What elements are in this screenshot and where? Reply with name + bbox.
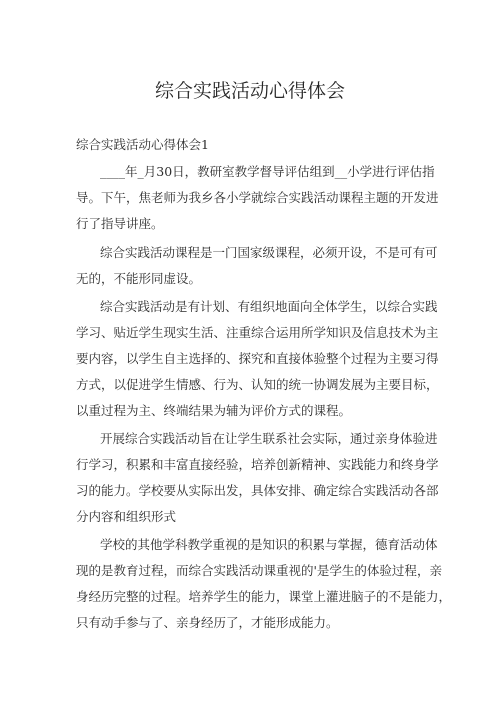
paragraph-line: 现的是教育过程，而综合实践活动课重视的'是学生的体验过程，亲 bbox=[76, 563, 442, 578]
paragraph-line: 分内容和组织形式 bbox=[76, 509, 177, 524]
paragraph-line: 只有动手参与了、亲身经历了，才能形成能力。 bbox=[76, 615, 339, 630]
paragraph-line: 行学习，积累和丰富直接经验，培养创新精神、实践能力和终身学 bbox=[76, 457, 439, 472]
paragraph-line: 要内容，以学生自主选择的、探究和直接体验整个过程为主要习得 bbox=[76, 351, 439, 366]
paragraph-line: 方式，以促进学生情感、行为、认知的统一协调发展为主要目标， bbox=[76, 377, 439, 392]
paragraph-line: 行了指导讲座。 bbox=[76, 216, 164, 231]
paragraph-line: 习的能力。学校要从实际出发，具体安排、确定综合实践活动各部 bbox=[76, 483, 439, 498]
paragraph-line: 学习、贴近学生现实生活、注重综合运用所学知识及信息技术为主 bbox=[76, 325, 439, 340]
paragraph-line: 身经历完整的过程。培养学生的能力，课堂上灌进脑子的不是能力， bbox=[76, 589, 452, 604]
paragraph-line: 导。下午，焦老师为我乡各小学就综合实践活动课程主题的开发进 bbox=[76, 190, 439, 205]
paragraph-line: 综合实践活动是有计划、有组织地面向全体学生，以综合实践 bbox=[100, 299, 438, 314]
section-heading: 综合实践活动心得体会1 bbox=[76, 137, 209, 152]
paragraph-line: 无的，不能形同虚设。 bbox=[76, 271, 202, 286]
paragraph-line: 以重过程为主、终端结果为辅为评价方式的课程。 bbox=[76, 403, 352, 418]
paragraph-line: 开展综合实践活动旨在让学生联系社会实际，通过亲身体验进 bbox=[100, 431, 438, 446]
paragraph-line: 综合实践活动课程是一门国家级课程，必须开设，不是可有可 bbox=[100, 245, 438, 260]
paragraph-line: ____年_月30日，教研室教学督导评估组到__小学进行评估指 bbox=[100, 164, 435, 179]
paragraph-line: 学校的其他学科教学重视的是知识的积累与掌握，德育活动体 bbox=[100, 537, 438, 552]
document-title: 综合实践活动心得体会 bbox=[154, 80, 345, 102]
